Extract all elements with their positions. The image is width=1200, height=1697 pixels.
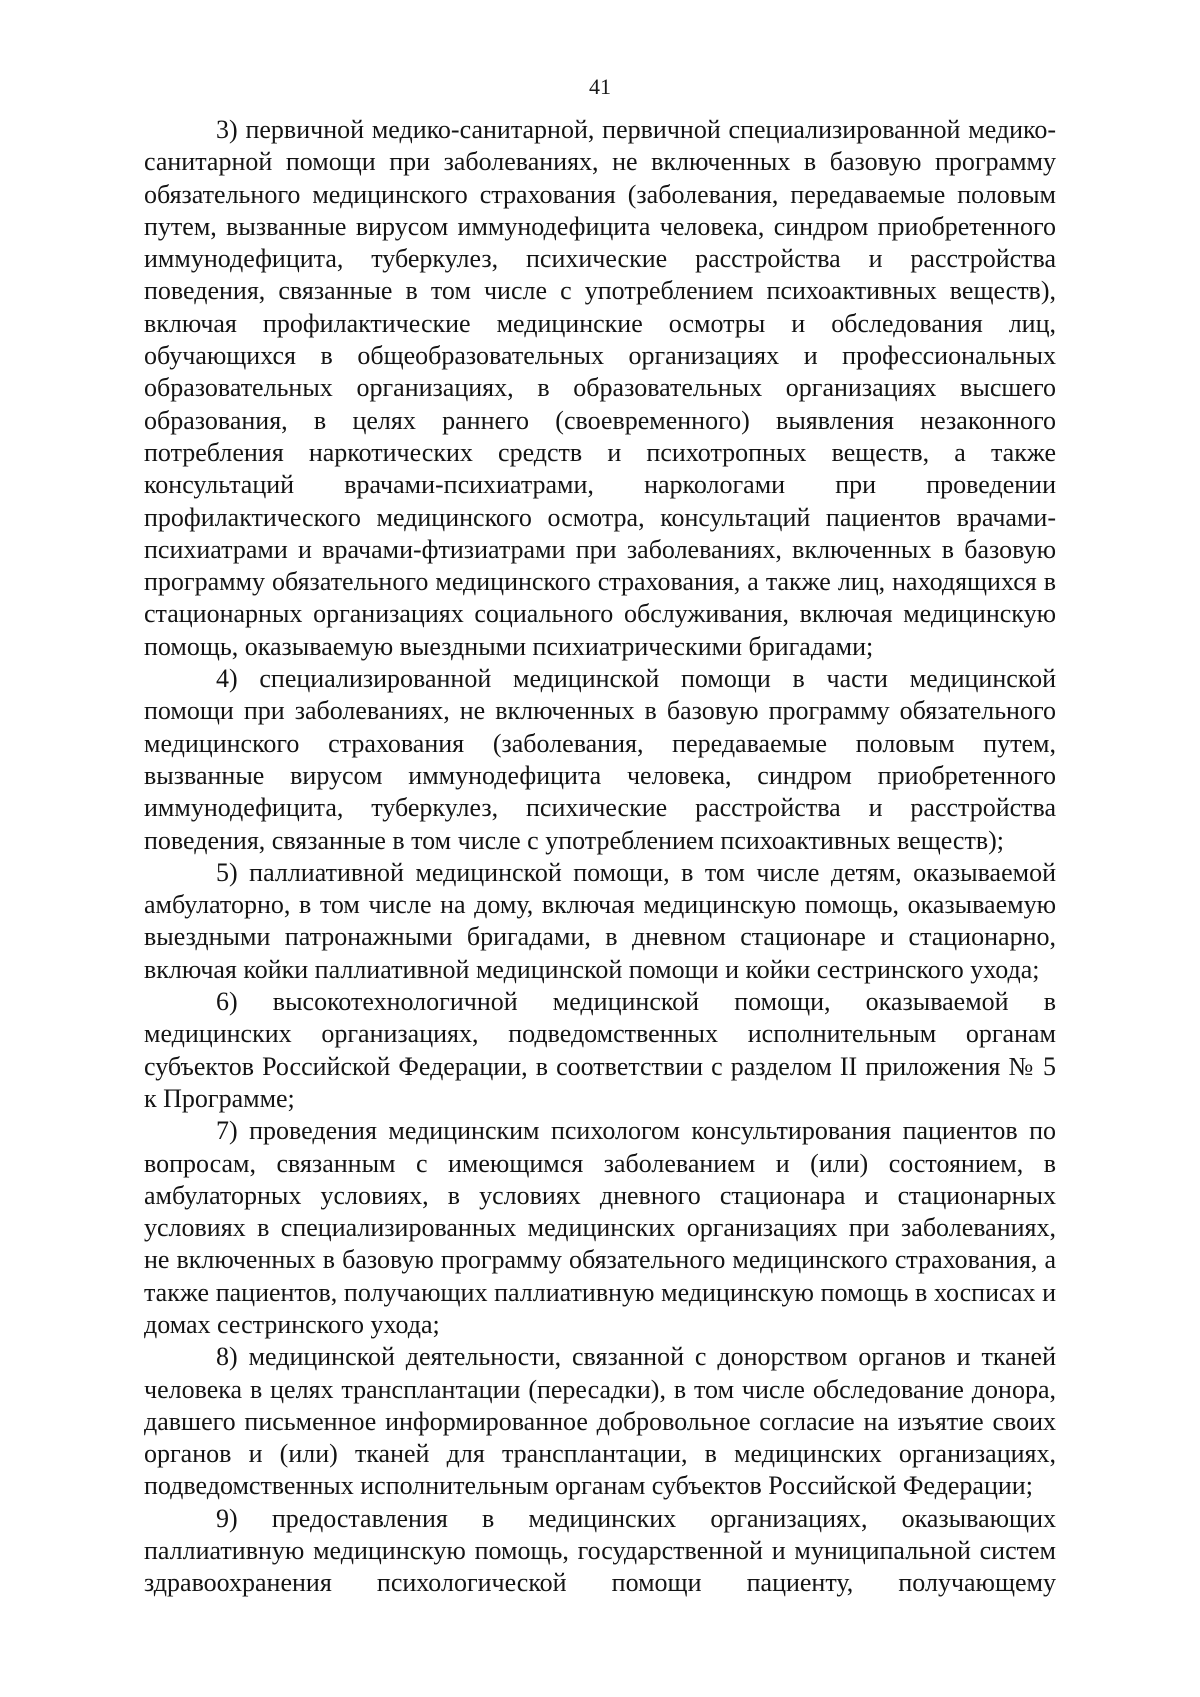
- paragraph-item-4: 4) специализированной медицинской помощи в части медицинской помощи при заболеваниях, не включенных в базовую программу обязательного медицинского страхования (заболевания, передаваемые половым путем, вызванные вирусом иммунодефицита человека, синдром приобретенного иммунодефицита, туберкулез, психические расстройства и расстройства поведения, связанные в том числе с употреблением психоактивных веществ);: [144, 664, 1056, 855]
- page-number: 41: [589, 74, 611, 99]
- paragraph-item-6: 6) высокотехнологичной медицинской помощи, оказываемой в медицинских организациях, подведомственных исполнительным органам субъектов Российской Федерации, в соответствии с разделом II приложения № 5 к Программе;: [144, 987, 1056, 1113]
- paragraph-item-3: 3) первичной медико-санитарной, первичной специализированной медико-санитарной помощи при заболеваниях, не включенных в базовую программу обязательного медицинского страхования (заболевания, передаваемые половым путем, вызванные вирусом иммунодефицита человека, синдром приобретенного иммунодефицита, туберкулез, психические расстройства и расстройства поведения, связанные в том числе с употреблением психоактивных веществ), включая профилактические медицинские осмотры и обследования лиц, обучающихся в общеобразовательных организациях и профессиональных образовательных организациях, в образовательных организациях высшего образования, в целях раннего (своевременного) выявления незаконного потребления наркотических средств и психотропных веществ, а также консультаций врачами-психиатрами, наркологами при проведении профилактического медицинского осмотра, консультаций пациентов врачами-психиатрами и врачами-фтизиатрами при заболеваниях, включенных в базовую программу обязательного медицинского страхования, а также лиц, находящихся в стационарных организациях социального обслуживания, включая медицинскую помощь, оказываемую выездными психиатрическими бригадами;: [144, 115, 1056, 661]
- paragraph-item-9: 9) предоставления в медицинских организациях, оказывающих паллиативную медицинскую помощь, государственной и муниципальной систем здравоохранения психологической помощи пациенту, получающему: [144, 1503, 1056, 1598]
- paragraph-item-8: 8) медицинской деятельности, связанной с донорством органов и тканей человека в целях трансплантации (пересадки), в том числе обследование донора, давшего письменное информированное добровольное согласие на изъятие своих органов и (или) тканей для трансплантации, в медицинских организациях, подведомственных исполнительным органам субъектов Российской Федерации;: [144, 1342, 1056, 1501]
- document-body: [144, 114, 1056, 1600]
- paragraph-item-7: 7) проведения медицинским психологом консультирования пациентов по вопросам, связанным с имеющимся заболеванием и (или) состоянием, в амбулаторных условиях, в условиях дневного стационара и стационарных условиях в специализированных медицинских организациях при заболеваниях, не включенных в базовую программу обязательного медицинского страхования, а также пациентов, получающих паллиативную медицинскую помощь в хосписах и домах сестринского ухода;: [144, 1116, 1056, 1339]
- paragraph-item-5: 5) паллиативной медицинской помощи, в том числе детям, оказываемой амбулаторно, в том числе на дому, включая медицинскую помощь, оказываемую выездными патронажными бригадами, в дневном стационаре и стационарно, включая койки паллиативной медицинской помощи и койки сестринского ухода;: [144, 857, 1056, 984]
